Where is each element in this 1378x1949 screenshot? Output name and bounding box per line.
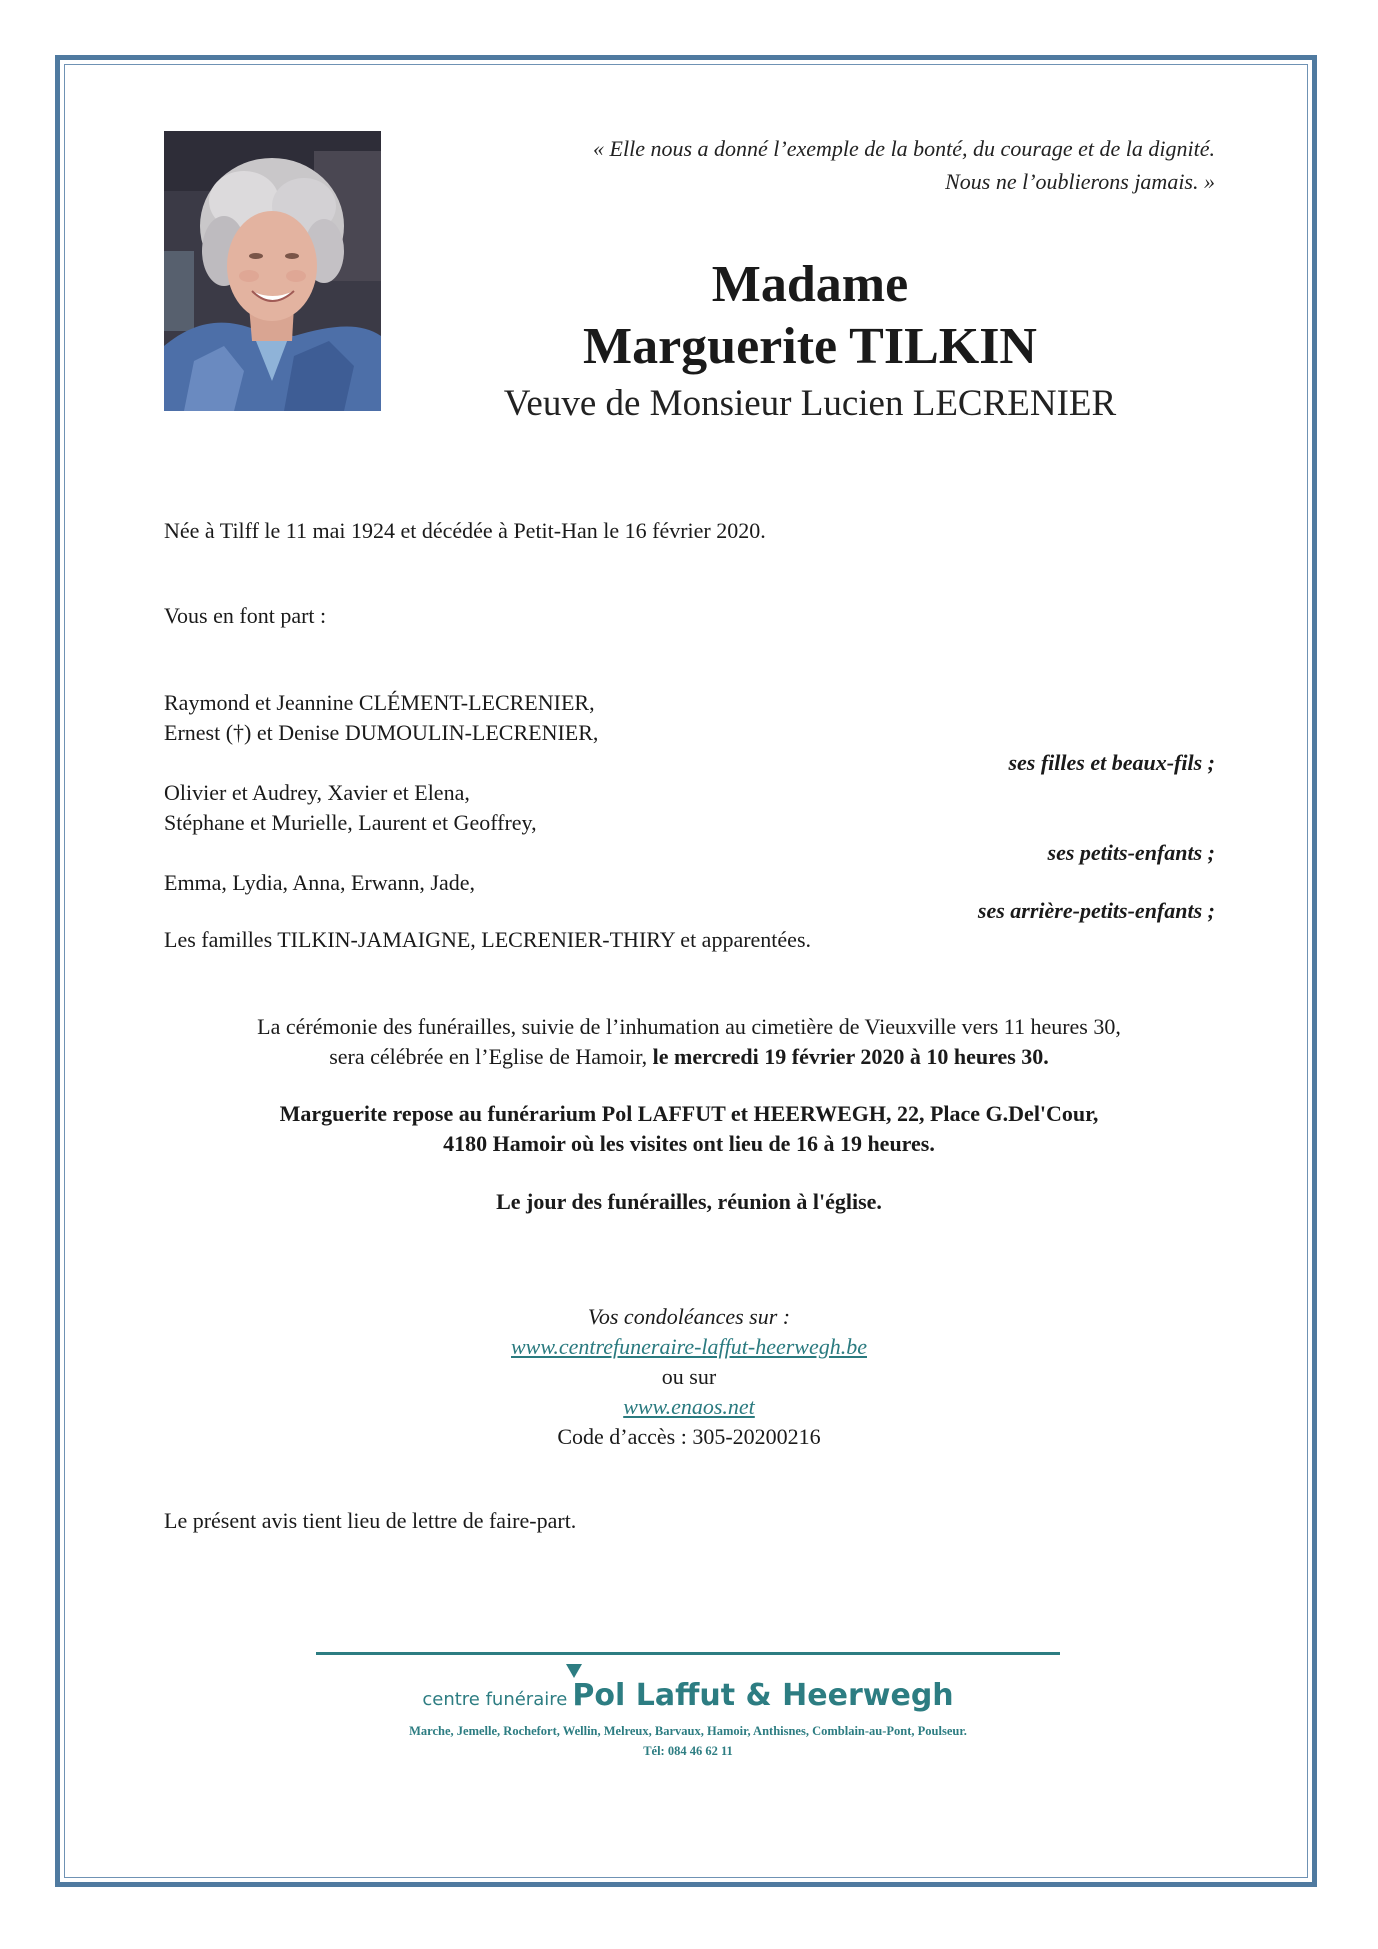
condolences-or: ou sur [661,1364,717,1389]
logo-towns: Marche, Jemelle, Rochefort, Wellin, Melreux, Barvaux, Hamoir, Anthisnes, Comblain-au-Pont, Poulseur. [409,1724,967,1738]
children-line-2: Ernest (†) et Denise DUMOULIN-LECRENIER, [164,720,599,745]
great-grandchildren-line: Emma, Lydia, Anna, Erwann, Jade, [164,870,475,895]
condolences-label: Vos condoléances sur : [587,1304,791,1329]
rest-line-1: Marguerite repose au funérarium Pol LAFFUT et HEERWEGH, 22, Place G.Del'Cour, [279,1101,1099,1126]
deceased-title: Madame [711,256,909,313]
access-code: Code d’accès : 305-20200216 [557,1424,821,1449]
announce-line: Vous en font part : [164,603,327,628]
ceremony-line-2 [164,1042,1214,1072]
logo-prefix: centre funéraire [422,1689,568,1710]
grandchildren-label: ses petits-enfants ; [1047,840,1215,865]
families-line: Les familles TILKIN-JAMAIGNE, LECRENIER-THIRY et apparentées. [164,927,812,952]
condolences-link-2[interactable]: www.enaos.net [623,1394,755,1419]
children-line-1: Raymond et Jeannine CLÉMENT-LECRENIER, [164,690,595,715]
condolences-link-2-wrap [164,1392,1214,1422]
ceremony-place: sera célébrée en l’Eglise de Hamoir, [329,1044,653,1069]
meeting-line: Le jour des funérailles, réunion à l'église. [496,1189,882,1214]
deceased-heading [440,254,1180,430]
quote-line-2: Nous ne l’oublierons jamais. » [945,169,1215,194]
logo-wordmark [316,1678,1060,1713]
logo-phone: Tél: 084 46 62 11 [643,1744,733,1758]
children-label: ses filles et beaux-fils ; [1008,750,1215,775]
rest-line-2: 4180 Hamoir où les visites ont lieu de 16 à 19 heures. [443,1131,935,1156]
grandchildren-line-2: Stéphane et Murielle, Laurent et Geoffrey, [164,810,537,835]
footer-note: Le présent avis tient lieu de lettre de faire-part. [164,1508,577,1533]
logo-rule [316,1652,1060,1655]
great-grandchildren-label: ses arrière-petits-enfants ; [977,898,1215,923]
triangle-icon [566,1664,582,1678]
quote-line-1: « Elle nous a donné l’exemple de la bonté, du courage et de la dignité. [593,136,1215,161]
condolences-link-1[interactable]: www.centrefuneraire-laffut-heerwegh.be [511,1334,867,1359]
epigraph-quote [315,132,1215,198]
ceremony-date: le mercredi 19 février 2020 à 10 heures 30. [652,1044,1049,1069]
widow-of: Veuve de Monsieur Lucien LECRENIER [503,383,1117,424]
birth-death-line: Née à Tilff le 11 mai 1924 et décédée à Petit-Han le 16 février 2020. [164,518,766,543]
ceremony-line-1: La cérémonie des funérailles, suivie de l’inhumation au cimetière de Vieuxville vers 11 heures 30, [257,1014,1121,1039]
deceased-name: Marguerite TILKIN [583,318,1037,375]
condolences-link-1-wrap [164,1332,1214,1362]
logo-brand: Pol Laffut & Heerwegh [572,1678,954,1713]
grandchildren-line-1: Olivier et Audrey, Xavier et Elena, [164,780,470,805]
